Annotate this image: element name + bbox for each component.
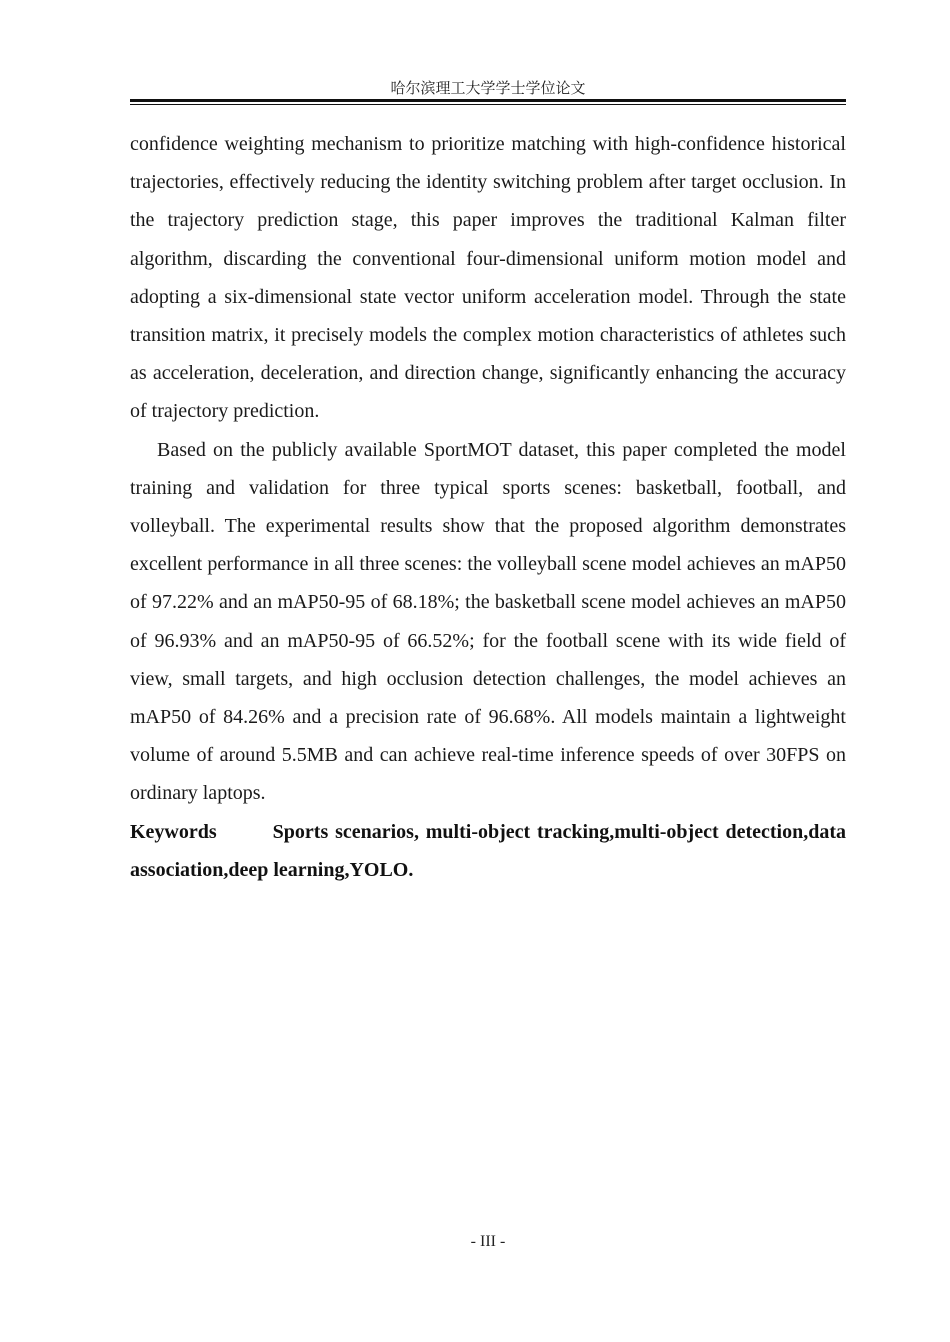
keywords-text: Sports scenarios, multi-object tracking,multi-object detection,data association,deep learning,YOLO.: [130, 820, 846, 881]
abstract-paragraph-results: Based on the publicly available SportMOT dataset, this paper completed the model training and validation for three typical sports scenes: basketball, football, and volleyball. The experimental results show that the proposed algorithm demonstrates excellent performance in all three scenes: the volleyball scene model achieves an mAP50 of 97.22% and an mAP50-95 of 68.18%; the basketball scene model achieves an mAP50 of 96.93% and an mAP50-95 of 66.52%; for the football scene with its wide field of view, small targets, and high occlusion detection challenges, the model achieves an mAP50 of 84.26% and a precision rate of 96.68%. All models maintain a lightweight volume of around 5.5MB and can achieve real-time inference speeds of over 30FPS on ordinary laptops.: [130, 438, 846, 805]
keywords-label: Keywords: [130, 820, 217, 843]
keywords-line: [130, 813, 846, 889]
page-number: - III -: [470, 1233, 506, 1250]
abstract-body: [130, 125, 846, 889]
abstract-paragraph-continued: confidence weighting mechanism to prioritize matching with high-confidence historical trajectories, effectively reducing the identity switching problem after target occlusion. In the trajectory prediction stage, this paper improves the traditional Kalman filter algorithm, discarding the conventional four-dimensional uniform motion model and adopting a six-dimensional state vector uniform acceleration model. Through the state transition matrix, it precisely models the complex motion characteristics of athletes such as acceleration, deceleration, and direction change, significantly enhancing the accuracy of trajectory prediction.: [130, 133, 846, 423]
header-rule-thick: [130, 99, 846, 102]
running-header: 哈尔滨理工大学学士学位论文: [390, 79, 586, 97]
header-rule-thin: [130, 104, 846, 105]
